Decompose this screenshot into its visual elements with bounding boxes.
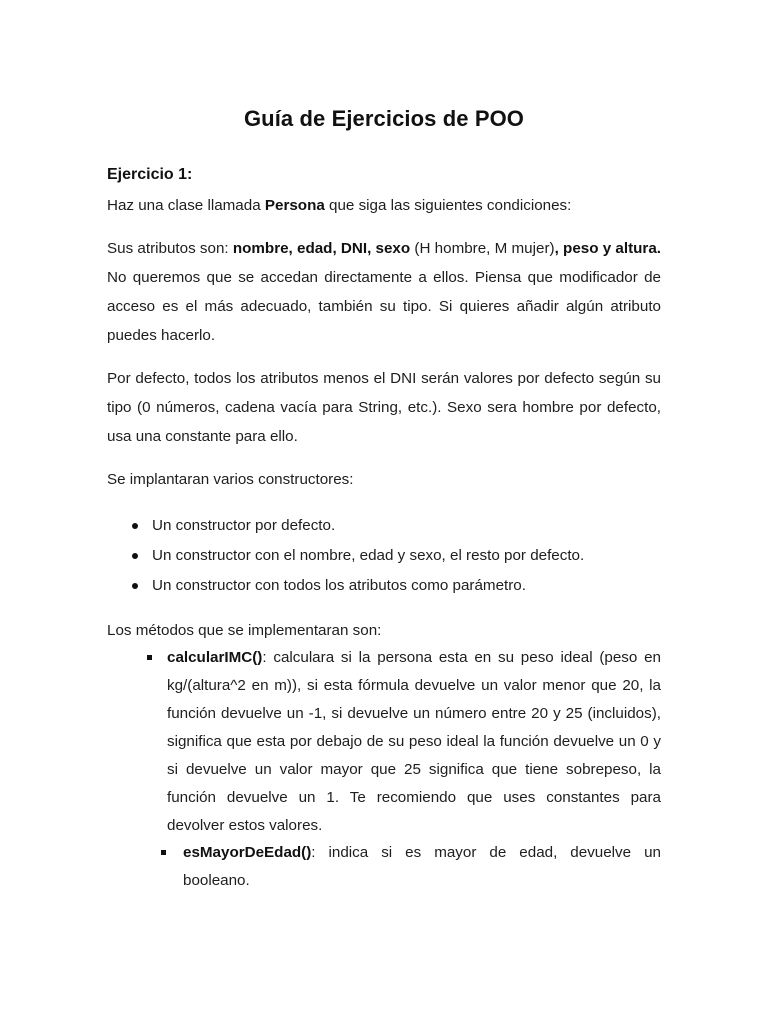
constructor-item-text: Un constructor por defecto. — [152, 517, 336, 534]
constructors-intro: Se implantaran varios constructores: — [107, 471, 354, 488]
bullet-dot-icon — [132, 553, 138, 559]
method-description: : indica si es mayor de edad, devuelve un booleano. — [183, 844, 661, 889]
attributes-text-2: (H hombre, M mujer) — [410, 240, 555, 257]
method-item-calcular-imc — [167, 644, 661, 840]
methods-intro: Los métodos que se implementaran son: — [107, 622, 382, 639]
exercise-heading: Ejercicio 1: — [107, 166, 193, 183]
method-description: : calculara si la persona esta en su peso ideal (peso en kg/(altura^2 en m)), si esta fórmula devuelve un valor menor que 20, la función devuelve un -1, si devuelve un número entre 20 y 25 (incluidos), significa que esta por debajo de su peso ideal la función devuelve un 0 y si devuelve un valor mayor que 25 significa que tiene sobrepeso, la función devuelve un 1. Te recomiendo que uses constantes para devolver estos valores. — [167, 649, 661, 834]
constructors-list — [107, 512, 667, 602]
intro-paragraph — [107, 191, 661, 220]
square-bullet-icon — [161, 850, 166, 855]
list-item — [107, 542, 667, 572]
attributes-text-3: No queremos que se accedan directamente a ellos. Piensa que modificador de acceso es el más adecuado, también su tipo. Si quieres añadir algún atributo puedes hacerlo. — [107, 269, 661, 344]
class-name-persona: Persona — [264, 197, 325, 214]
attributes-paragraph — [107, 234, 661, 350]
intro-text-after: que siga las siguientes condiciones: — [324, 197, 572, 214]
intro-text-before: Haz una clase llamada — [107, 197, 265, 214]
method-name: calcularIMC() — [167, 649, 263, 666]
defaults-paragraph: Por defecto, todos los atributos menos el DNI serán valores por defecto según su tipo (0 números, cadena vacía para String, etc.). Sexo sera hombre por defecto, usa una constante para ello. — [107, 370, 661, 445]
constructor-item-text: Un constructor con el nombre, edad y sexo, el resto por defecto. — [152, 547, 585, 564]
constructor-item-text: Un constructor con todos los atributos como parámetro. — [152, 577, 526, 594]
list-item — [107, 572, 667, 602]
bullet-dot-icon — [132, 523, 138, 529]
bullet-dot-icon — [132, 583, 138, 589]
list-item — [107, 512, 667, 542]
method-item-es-mayor-de-edad — [183, 839, 661, 895]
attributes-bold-list: nombre, edad, DNI, sexo — [232, 240, 411, 257]
attributes-bold-peso-altura: , peso y altura. — [554, 240, 661, 257]
attributes-text-1: Sus atributos son: — [107, 240, 233, 257]
page-title: Guía de Ejercicios de POO — [243, 106, 525, 131]
method-name: esMayorDeEdad() — [183, 844, 312, 861]
square-bullet-icon — [147, 655, 152, 660]
